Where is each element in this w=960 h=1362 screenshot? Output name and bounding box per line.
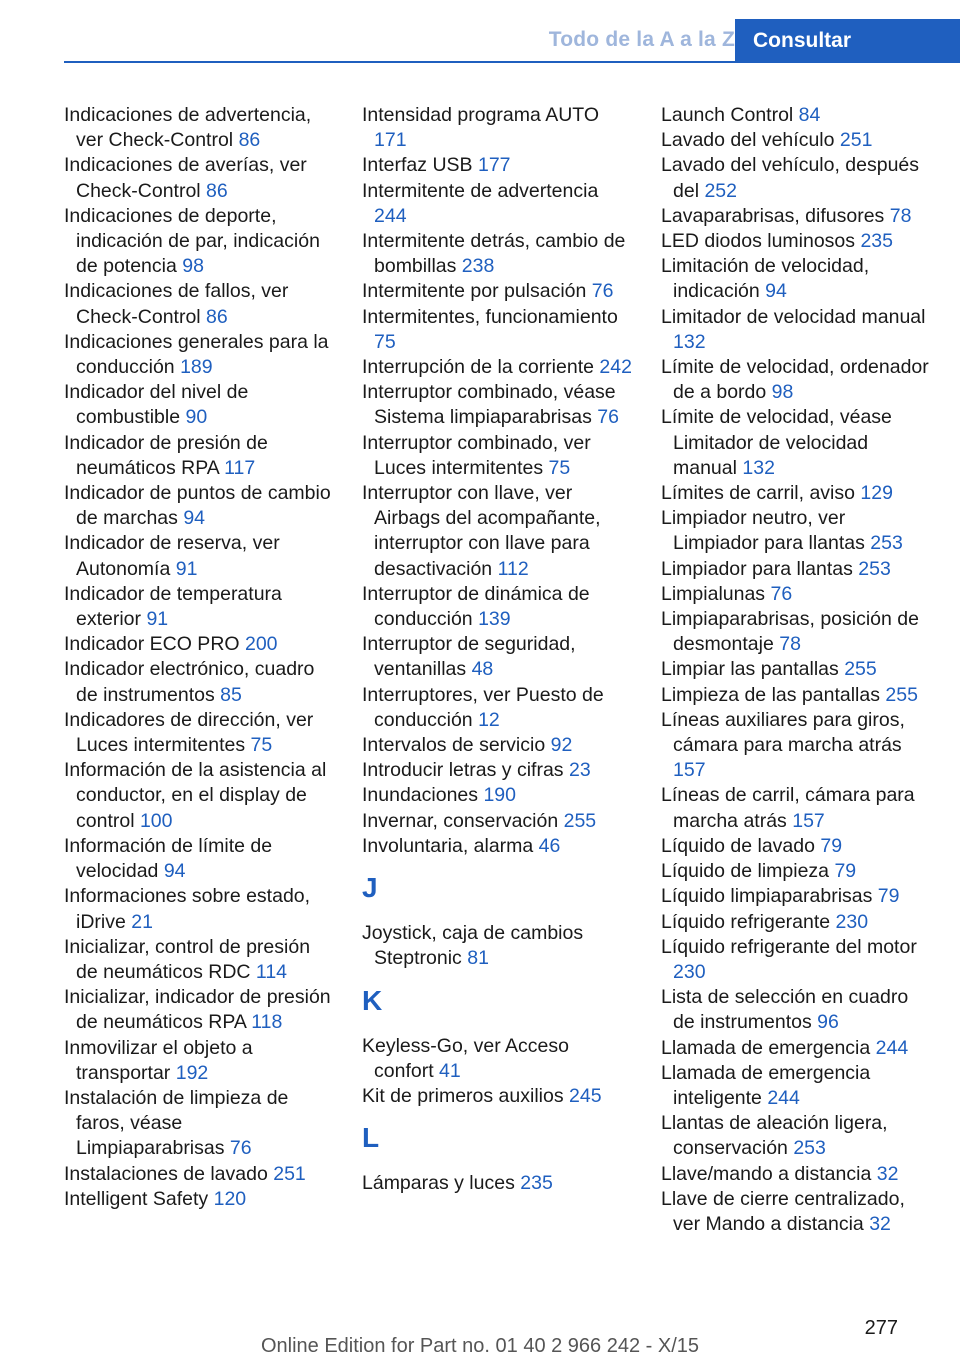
index-entry-text: Kit de primeros auxilios xyxy=(362,1084,569,1107)
index-page-link[interactable]: 253 xyxy=(858,557,891,580)
index-page-link[interactable]: 129 xyxy=(860,482,893,505)
index-entry-text: Indicador electrónico, cuadro de instrumentos xyxy=(64,658,315,706)
index-page-link[interactable]: 46 xyxy=(538,834,561,857)
index-entry xyxy=(661,481,931,506)
index-entry xyxy=(64,153,334,203)
index-entry xyxy=(661,153,931,203)
index-page-link[interactable]: 78 xyxy=(889,204,912,227)
index-entry-text: Indicador de reserva, ver Autonomía xyxy=(64,532,280,580)
index-page-link[interactable]: 242 xyxy=(599,356,632,379)
index-page-link[interactable]: 251 xyxy=(839,129,873,152)
index-entry xyxy=(64,708,334,758)
index-page-link[interactable]: 255 xyxy=(885,683,918,706)
index-letter-heading: K xyxy=(362,984,383,1016)
index-entry-text: Indicador de presión de neumáticos RPA xyxy=(64,431,268,479)
index-entry-text: Limitación de velocidad, indicación xyxy=(661,255,870,303)
index-entry xyxy=(661,884,931,909)
index-page-link[interactable]: 76 xyxy=(597,406,619,429)
chapter-tab-label: Consultar xyxy=(753,28,852,52)
index-entry-text: Llantas de aleación ligera, conservación xyxy=(661,1112,888,1160)
index-entry-text: Llamada de emergencia inteligente xyxy=(661,1061,871,1109)
index-entry-text: Llave de cierre centralizado, ver Mando a distancia xyxy=(661,1187,905,1235)
page-number: 277 xyxy=(864,1317,898,1339)
footer-edition: Online Edition for Part no. 01 40 2 966 242 - X/15 xyxy=(260,1335,700,1357)
index-entry xyxy=(661,1111,931,1161)
index-entry xyxy=(362,1084,632,1109)
index-entry xyxy=(362,380,632,430)
index-letter-heading: J xyxy=(362,872,378,904)
index-entry-text: Interruptor con llave, ver Airbags del acompañante, interruptor con llave para desactivación xyxy=(362,482,601,580)
index-entry-text: Inicializar, indicador de presión de neumáticos RPA xyxy=(64,986,331,1034)
index-page-link[interactable]: 75 xyxy=(250,734,273,757)
index-entry-text: Líquido de lavado xyxy=(661,834,821,857)
index-entry xyxy=(64,330,334,380)
index-entry xyxy=(362,355,632,380)
index-entry-text: Intelligent Safety xyxy=(64,1187,214,1210)
index-page-link[interactable]: 81 xyxy=(467,947,489,970)
index-page-link[interactable]: 85 xyxy=(220,683,242,706)
index-page-link[interactable]: 91 xyxy=(175,557,198,580)
index-entry xyxy=(64,985,334,1035)
index-entry-text: Indicaciones de fallos, ver Check-Control xyxy=(64,280,289,328)
index-entry xyxy=(362,103,632,153)
index-page-link[interactable]: 255 xyxy=(563,809,597,832)
index-entry xyxy=(661,657,931,682)
index-entry xyxy=(661,1187,931,1237)
index-entry-text: Inicializar, control de presión de neumáticos RDC xyxy=(64,935,311,983)
index-page-link[interactable]: 98 xyxy=(182,255,204,278)
index-page-link[interactable]: 91 xyxy=(146,608,169,631)
index-entry xyxy=(64,204,334,280)
index-entry xyxy=(362,179,632,229)
index-page-link[interactable]: 235 xyxy=(860,230,893,253)
index-entry-text: Informaciones sobre estado, iDrive xyxy=(64,885,311,933)
index-entry-text: Llamada de emergencia xyxy=(661,1036,876,1059)
index-page-link[interactable]: 100 xyxy=(139,809,173,832)
index-entry-text: Indicador de puntos de cambio de marchas xyxy=(64,482,331,530)
index-entry-text: LED diodos luminosos xyxy=(661,230,861,253)
index-entry xyxy=(661,1036,931,1061)
index-entry xyxy=(64,380,334,430)
index-page-link[interactable]: 79 xyxy=(820,834,843,857)
index-entry xyxy=(64,1187,334,1212)
index-entry-text: Lista de selección en cuadro de instrumentos xyxy=(661,986,909,1034)
index-page-link[interactable]: 90 xyxy=(185,406,208,429)
index-entry-text: Intermitentes, funcionamiento xyxy=(362,305,618,328)
index-entry-text: Limpiador para llantas xyxy=(661,557,859,580)
index-page-link[interactable]: 171 xyxy=(374,129,407,152)
index-entry xyxy=(362,229,632,279)
index-page-link[interactable]: 32 xyxy=(869,1212,891,1235)
index-entry-text: Líquido refrigerante xyxy=(661,910,836,933)
index-entry xyxy=(661,1061,931,1111)
index-entry-text: Launch Control xyxy=(661,104,799,126)
index-entry-text: Instalaciones de lavado xyxy=(64,1162,274,1185)
index-entry-text: Limpiador neutro, ver Limpiador para llantas xyxy=(661,507,871,555)
index-entry-text: Intensidad programa AUTO xyxy=(362,104,600,126)
index-page-link[interactable]: 255 xyxy=(844,658,877,681)
index-entry-text: Límites de carril, aviso xyxy=(661,482,861,505)
index-entry xyxy=(64,1036,334,1086)
index-entry xyxy=(64,758,334,834)
index-entry xyxy=(64,531,334,581)
index-page-link[interactable]: 96 xyxy=(817,1011,839,1034)
index-entry-text: Interruptor combinado, ver Luces intermitentes xyxy=(362,431,591,479)
index-page-link[interactable]: 114 xyxy=(255,960,288,983)
index-entry-text: Indicaciones generales para la conducción xyxy=(64,330,329,379)
index-page-link[interactable]: 86 xyxy=(206,179,228,202)
index-entry xyxy=(362,683,632,733)
index-page-link[interactable]: 157 xyxy=(792,809,825,832)
index-page-link[interactable]: 238 xyxy=(461,255,495,278)
index-entry-text: Líquido de limpieza xyxy=(661,860,835,883)
index-page-link[interactable]: 94 xyxy=(183,507,206,530)
index-entry xyxy=(64,279,334,329)
index-entry-text: Lámparas y luces xyxy=(362,1172,521,1195)
index-entry-text: Interfaz USB xyxy=(362,154,478,177)
index-entry-text: Limpialunas xyxy=(661,582,771,605)
index-entry xyxy=(64,431,334,481)
index-entry xyxy=(362,758,632,783)
index-entry-text: Líneas auxiliares para giros, cámara para marcha atrás xyxy=(661,708,905,757)
index-page-link[interactable]: 157 xyxy=(673,759,706,782)
index-entry-text: Involuntaria, alarma xyxy=(362,834,539,857)
chapter-tab xyxy=(735,19,960,62)
index-entry xyxy=(661,607,931,657)
index-entry-text: Introducir letras y cifras xyxy=(362,759,569,782)
index-entry-text: Líquido limpiaparabrisas xyxy=(661,885,878,908)
index-page-link[interactable]: 84 xyxy=(798,104,821,126)
index-page-link[interactable]: 32 xyxy=(876,1162,899,1185)
index-entry xyxy=(362,834,632,859)
index-entry xyxy=(362,582,632,632)
index-page-link[interactable]: 177 xyxy=(477,154,511,177)
index-entry xyxy=(64,1086,334,1162)
index-columns xyxy=(64,103,934,1263)
index-page-link[interactable]: 98 xyxy=(771,381,794,404)
index-entry xyxy=(362,153,632,178)
index-entry xyxy=(661,935,931,985)
index-entry xyxy=(661,405,931,481)
index-entry xyxy=(362,279,632,304)
index-page-link[interactable]: 244 xyxy=(374,204,407,227)
index-entry xyxy=(661,506,931,556)
index-entry-text: Información de límite de velocidad xyxy=(64,834,273,883)
index-entry-text: Indicador de temperatura exterior xyxy=(64,582,282,631)
index-entry xyxy=(661,985,931,1035)
index-entry xyxy=(661,1162,931,1187)
index-page-link[interactable]: 139 xyxy=(478,608,511,631)
index-entry xyxy=(661,128,931,153)
index-entry-text: Interrupción de la corriente xyxy=(362,356,600,379)
index-page-link[interactable]: 79 xyxy=(877,885,900,908)
index-page-link[interactable]: 75 xyxy=(548,456,571,479)
index-page-link[interactable]: 75 xyxy=(374,330,396,353)
index-page-link[interactable]: 12 xyxy=(478,708,500,731)
index-page-link[interactable]: 132 xyxy=(742,456,775,479)
index-entry xyxy=(661,204,931,229)
index-entry xyxy=(64,935,334,985)
index-page-link[interactable]: 117 xyxy=(224,456,256,479)
index-page-link[interactable]: 253 xyxy=(870,532,903,555)
index-page-link[interactable]: 94 xyxy=(163,860,186,883)
index-page-link[interactable]: 252 xyxy=(704,179,737,202)
index-entry-text: Lavado del vehículo, después del xyxy=(661,154,920,202)
index-entry xyxy=(661,355,931,405)
index-entry-text: Interruptores, ver Puesto de conducción xyxy=(362,683,604,731)
index-entry xyxy=(661,910,931,935)
index-page-link[interactable]: 79 xyxy=(834,860,857,883)
index-page-link[interactable]: 76 xyxy=(591,280,614,303)
index-page-link[interactable]: 230 xyxy=(673,960,706,983)
index-page-link[interactable]: 245 xyxy=(569,1084,602,1107)
index-page-link[interactable]: 192 xyxy=(175,1061,209,1084)
index-page-link[interactable]: 118 xyxy=(251,1011,283,1034)
index-entry xyxy=(64,1162,334,1187)
index-entry-text: Límite de velocidad, véase Limitador de velocidad manual xyxy=(661,406,892,479)
footer xyxy=(0,1335,960,1358)
index-entry-text: Indicadores de dirección, ver Luces intermitentes xyxy=(64,708,314,757)
index-entry-text: Indicaciones de deporte, indicación de par, indicación de potencia xyxy=(64,204,320,278)
index-entry-text: Llave/mando a distancia xyxy=(661,1162,877,1185)
index-entry-text: Intermitente por pulsación xyxy=(362,280,592,303)
index-entry-text: Interruptor de dinámica de conducción xyxy=(362,582,590,631)
section-title: Todo de la A a la Z xyxy=(548,28,735,51)
index-entry-text: Lavado del vehículo xyxy=(661,129,840,152)
index-entry xyxy=(661,834,931,859)
index-page-link[interactable]: 86 xyxy=(238,129,261,152)
index-page-link[interactable]: 235 xyxy=(520,1172,553,1195)
index-page-link[interactable]: 200 xyxy=(244,633,278,656)
index-entry-text: Limpiaparabrisas, posición de desmontaje xyxy=(661,608,919,656)
index-entry-text: Intermitente detrás, cambio de bombillas xyxy=(362,230,626,278)
index-entry-text: Interruptor combinado, véase Sistema limpiaparabrisas xyxy=(362,381,616,429)
index-entry-text: Indicaciones de averías, ver Check-Control xyxy=(64,154,307,202)
index-entry xyxy=(362,733,632,758)
index-entry-text: Inmovilizar el objeto a transportar xyxy=(64,1036,253,1084)
index-entry-text: Joystick, caja de cambios Steptronic xyxy=(362,922,584,970)
index-entry xyxy=(64,657,334,707)
index-page-link[interactable]: 253 xyxy=(793,1137,826,1160)
page-header xyxy=(0,0,960,62)
index-entry xyxy=(362,921,632,971)
index-entry-text: Indicador del nivel de combustible xyxy=(64,381,249,429)
index-entry xyxy=(64,103,334,153)
index-entry-text: Limpiar las pantallas xyxy=(661,658,845,681)
index-page-link[interactable]: 78 xyxy=(779,633,801,656)
index-entry xyxy=(362,481,632,582)
index-entry-text: Instalación de limpieza de faros, véase Limpiaparabrisas xyxy=(64,1086,289,1160)
index-entry xyxy=(661,783,931,833)
index-entry xyxy=(661,708,931,784)
index-letter-heading: L xyxy=(362,1122,380,1154)
index-page-link[interactable]: 189 xyxy=(180,356,213,379)
index-column-2 xyxy=(362,103,632,1196)
index-page-link[interactable]: 23 xyxy=(568,759,591,782)
index-entry-text: Limpieza de las pantallas xyxy=(661,683,886,706)
index-entry xyxy=(64,884,334,934)
index-entry-text: Keyless-Go, ver Acceso confort xyxy=(362,1034,569,1082)
index-entry xyxy=(661,557,931,582)
index-entry-text: Indicador ECO PRO xyxy=(64,633,245,656)
index-entry xyxy=(362,305,632,355)
index-page-link[interactable]: 86 xyxy=(206,305,228,328)
index-page-link[interactable]: 190 xyxy=(483,784,516,807)
index-entry xyxy=(661,683,931,708)
index-entry-text: Inundaciones xyxy=(362,784,484,807)
index-entry xyxy=(64,582,334,632)
index-entry xyxy=(661,305,931,355)
index-column-3 xyxy=(661,103,931,1237)
index-entry-text: Intermitente de advertencia xyxy=(362,179,599,202)
index-entry xyxy=(362,809,632,834)
index-entry xyxy=(362,783,632,808)
index-page-link[interactable]: 244 xyxy=(767,1086,800,1109)
index-entry-text: Límite de velocidad, ordenador de a bordo xyxy=(661,356,929,404)
index-entry xyxy=(362,632,632,682)
index-entry xyxy=(661,103,931,128)
index-page-link[interactable]: 92 xyxy=(550,734,573,757)
index-entry xyxy=(362,431,632,481)
index-entry xyxy=(362,1034,632,1084)
index-page-link[interactable]: 251 xyxy=(273,1162,306,1185)
index-entry xyxy=(661,859,931,884)
index-entry-text: Líquido refrigerante del motor xyxy=(661,935,917,958)
index-page-link[interactable]: 244 xyxy=(875,1036,909,1059)
header-rule xyxy=(64,61,960,63)
index-entry xyxy=(64,481,334,531)
index-entry-text: Líneas de carril, cámara para marcha atrás xyxy=(661,784,915,832)
index-entry-text: Intervalos de servicio xyxy=(362,734,551,757)
index-entry-text: Información de la asistencia al conductor, en el display de control xyxy=(64,759,327,832)
index-entry xyxy=(661,229,931,254)
index-page-link[interactable]: 94 xyxy=(765,280,787,303)
index-page-link[interactable]: 48 xyxy=(471,658,494,681)
index-entry xyxy=(64,834,334,884)
index-entry xyxy=(362,1171,632,1196)
index-entry xyxy=(661,254,931,304)
index-page-link[interactable]: 76 xyxy=(770,582,793,605)
index-page-link[interactable]: 230 xyxy=(835,910,869,933)
index-page-link[interactable]: 132 xyxy=(673,330,706,353)
index-entry-text: Limitador de velocidad manual xyxy=(661,305,926,328)
index-entry-text: Indicaciones de advertencia, ver Check-Control xyxy=(64,104,312,152)
index-entry xyxy=(661,582,931,607)
index-page-link[interactable]: 76 xyxy=(229,1137,252,1160)
index-entry-text: Invernar, conservación xyxy=(362,809,564,832)
index-entry xyxy=(64,632,334,657)
index-page-link[interactable]: 41 xyxy=(439,1059,461,1082)
index-column-1 xyxy=(64,103,334,1212)
index-page-link[interactable]: 112 xyxy=(497,557,529,580)
index-page-link[interactable]: 21 xyxy=(131,910,153,933)
index-page-link[interactable]: 120 xyxy=(213,1187,247,1210)
index-entry-text: Lavaparabrisas, difusores xyxy=(661,204,890,227)
index-entry-text: Interruptor de seguridad, ventanillas xyxy=(362,633,576,681)
